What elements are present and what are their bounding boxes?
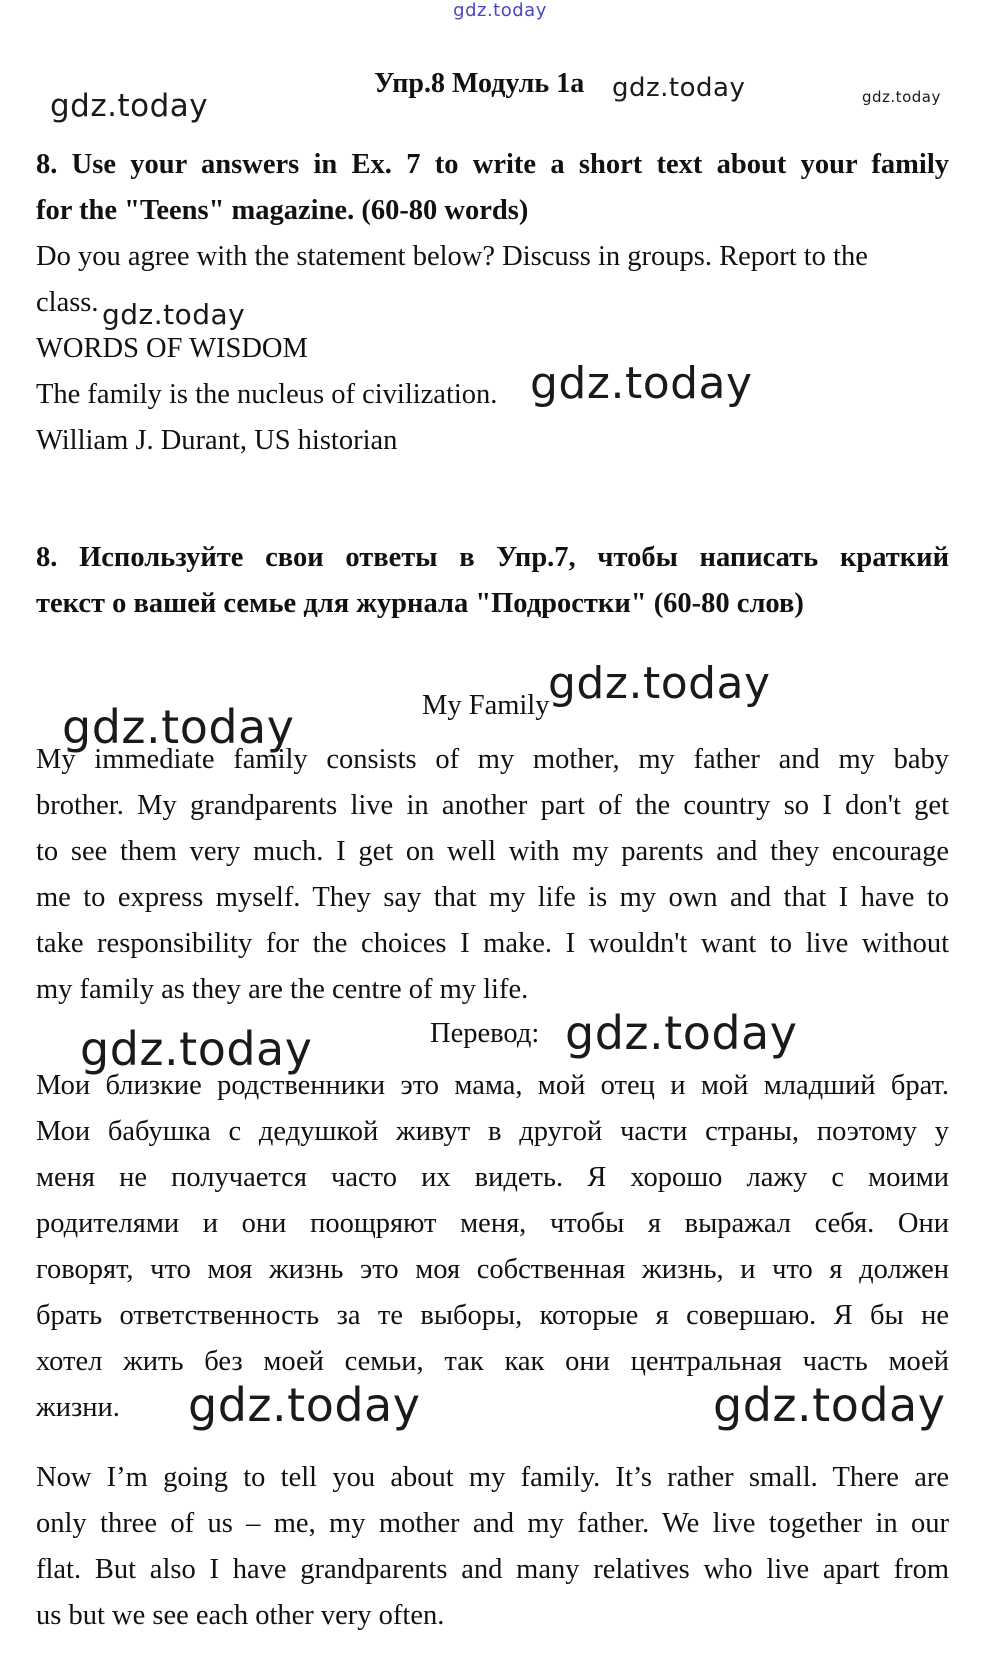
watermark: gdz.today (565, 1006, 798, 1060)
translation-line: жизни. (36, 1392, 120, 1423)
watermark: gdz.today (188, 1378, 421, 1432)
watermark-top: gdz.today (453, 0, 547, 21)
essay2-line: only three of us – me, my mother and my father. We live together in our (36, 1508, 949, 1539)
watermark: gdz.today (862, 88, 941, 106)
watermark: gdz.today (548, 658, 771, 709)
quote-author: William J. Durant, US historian (36, 425, 398, 456)
translation-label: Перевод: (430, 1018, 540, 1049)
translation-line: меня не получается часто их видеть. Я хорошо лажу с моими (36, 1162, 949, 1193)
essay2-line: us but we see each other very often. (36, 1600, 445, 1631)
essay-line: My immediate family consists of my mother, my father and my baby (36, 744, 949, 775)
task-en-line-1: 8. Use your answers in Ex. 7 to write a short text about your family (36, 149, 949, 180)
translation-line: родителями и они поощряют меня, чтобы я выражал себя. Они (36, 1208, 949, 1239)
watermark: gdz.today (102, 298, 246, 331)
translation-line: хотел жить без моей семьи, так как они центральная часть моей (36, 1346, 949, 1377)
watermark: gdz.today (713, 1378, 946, 1432)
instruction-line-2: class. (36, 287, 99, 318)
essay-line: brother. My grandparents live in another part of the country so I don't get (36, 790, 949, 821)
translation-line: Мои близкие родственники это мама, мой отец и мой младший брат. (36, 1070, 949, 1101)
essay2-line: Now I’m going to tell you about my family. It’s rather small. There are (36, 1462, 949, 1493)
watermark: gdz.today (62, 700, 295, 754)
essay-line: me to express myself. They say that my life is my own and that I have to (36, 882, 949, 913)
translation-line: говорят, что моя жизнь это моя собственная жизнь, и что я должен (36, 1254, 949, 1285)
essay-line: take responsibility for the choices I make. I wouldn't want to live without (36, 928, 949, 959)
translation-line: брать ответственность за те выборы, которые я совершаю. Я бы не (36, 1300, 949, 1331)
watermark: gdz.today (612, 73, 746, 103)
quote-text: The family is the nucleus of civilization. (36, 379, 498, 410)
page-title: Упр.8 Модуль 1а (374, 68, 585, 99)
watermark: gdz.today (50, 88, 209, 124)
instruction-line-1: Do you agree with the statement below? Discuss in groups. Report to the (36, 241, 868, 272)
watermark: gdz.today (530, 358, 753, 409)
watermark: gdz.today (80, 1022, 313, 1076)
essay-line: to see them very much. I get on well with my parents and they encourage (36, 836, 949, 867)
essay-title: My Family (422, 690, 550, 721)
translation-line: Мои бабушка с дедушкой живут в другой части страны, поэтому у (36, 1116, 949, 1147)
wisdom-heading: WORDS OF WISDOM (36, 333, 308, 364)
task-ru-line-1: 8. Используйте свои ответы в Упр.7, чтобы написать краткий (36, 542, 949, 573)
essay-line: my family as they are the centre of my life. (36, 974, 529, 1005)
essay2-line: flat. But also I have grandparents and many relatives who live apart from (36, 1554, 949, 1585)
task-ru-line-2: текст о вашей семье для журнала "Подростки" (60-80 слов) (36, 588, 804, 619)
task-en-line-2: for the "Teens" magazine. (60-80 words) (36, 195, 529, 226)
